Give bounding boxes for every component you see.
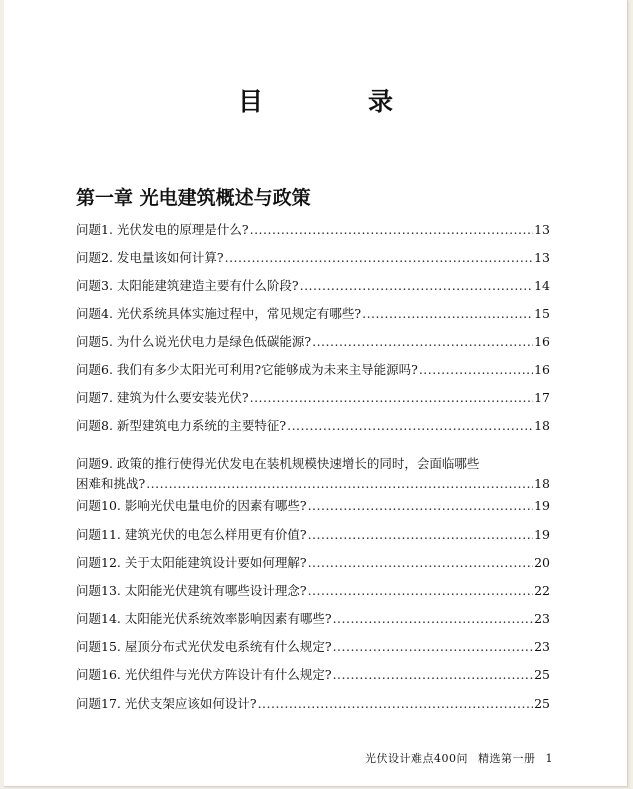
toc-entry-page: 25 <box>534 696 550 711</box>
page-footer <box>359 750 553 766</box>
toc-entry-label: 问题17. 光伏支架应该如何设计? <box>76 696 257 711</box>
toc-entry-page: 23 <box>534 611 550 626</box>
toc-entry-page: 18 <box>534 418 550 433</box>
toc-entry-label: 问题16. 光伏组件与光伏方阵设计有什么规定? <box>76 667 332 682</box>
toc-entry-page: 20 <box>534 555 550 570</box>
toc-entry-label: 问题6. 我们有多少太阳光可利用?它能够成为未来主导能源吗? <box>76 362 418 377</box>
toc-entry-label: 问题3. 太阳能建筑建造主要有什么阶段? <box>76 278 299 293</box>
toc-entry[interactable] <box>76 276 550 296</box>
footer-page-number: 1 <box>545 752 553 765</box>
toc-entry[interactable] <box>76 525 550 545</box>
dot-leader <box>287 416 533 436</box>
dot-leader <box>308 496 534 516</box>
footer-book-title: 光伏设计难点400问 <box>365 752 468 765</box>
toc-entry[interactable] <box>76 454 550 494</box>
toc-entry-label: 问题2. 发电量该如何计算? <box>76 250 224 265</box>
toc-entry[interactable] <box>76 637 550 657</box>
toc-entry[interactable] <box>76 609 550 629</box>
toc-entry-label: 问题4. 光伏系统具体实施过程中，常见规定有哪些? <box>76 306 362 321</box>
dot-leader <box>333 609 534 629</box>
toc-entry[interactable] <box>76 496 550 516</box>
toc-entry-label: 问题13. 太阳能光伏建筑有哪些设计理念? <box>76 583 307 598</box>
dot-leader <box>308 581 534 601</box>
toc-entry-label: 问题14. 太阳能光伏系统效率影响因素有哪些? <box>76 611 332 626</box>
dot-leader <box>308 553 534 573</box>
dot-leader <box>225 248 533 268</box>
dot-leader <box>333 665 534 685</box>
dot-leader <box>333 637 534 657</box>
toc-entry[interactable] <box>76 304 550 324</box>
toc-entry-label: 问题12. 关于太阳能建筑设计要如何理解? <box>76 555 307 570</box>
toc-entry[interactable] <box>76 360 550 380</box>
toc-entry-page: 19 <box>534 498 550 513</box>
document-page <box>4 0 628 787</box>
toc-entry-page: 16 <box>534 362 550 377</box>
toc-entry[interactable] <box>76 665 550 685</box>
toc-entry-page: 15 <box>534 306 550 321</box>
toc-entry-label: 问题7. 建筑为什么要安装光伏? <box>76 390 249 405</box>
toc-entry-label: 困难和挑战? <box>76 476 146 491</box>
footer-volume: 精选第一册 <box>478 752 536 765</box>
toc-entry-page: 13 <box>534 222 550 237</box>
dot-leader <box>312 332 533 352</box>
toc-entry-page: 17 <box>534 390 550 405</box>
toc-entry-page: 25 <box>534 667 550 682</box>
toc-entry[interactable] <box>76 220 550 240</box>
dot-leader <box>308 525 534 545</box>
dot-leader <box>419 360 533 380</box>
toc-entry[interactable] <box>76 416 550 436</box>
dot-leader <box>258 694 534 714</box>
toc-entry[interactable] <box>76 553 550 573</box>
toc-entry[interactable] <box>76 332 550 352</box>
dot-leader <box>146 474 533 494</box>
toc-entry-label: 问题8. 新型建筑电力系统的主要特征? <box>76 418 287 433</box>
chapter-heading: 第一章 光电建筑概述与政策 <box>76 187 311 209</box>
toc-entry-label: 问题15. 屋顶分布式光伏发电系统有什么规定? <box>76 639 332 654</box>
toc-entry-page: 18 <box>534 476 550 491</box>
toc-entry-page: 23 <box>534 639 550 654</box>
toc-entry[interactable] <box>76 581 550 601</box>
toc-entry-page: 13 <box>534 250 550 265</box>
dot-leader <box>300 276 533 296</box>
page-title: 目 录 <box>237 87 433 116</box>
toc-entry-label: 问题11. 建筑光伏的电怎么样用更有价值? <box>76 527 307 542</box>
toc-entry[interactable] <box>76 248 550 268</box>
dot-leader <box>250 220 533 240</box>
toc-entry-label: 问题1. 光伏发电的原理是什么? <box>76 222 249 237</box>
dot-leader <box>362 304 533 324</box>
toc-entry[interactable] <box>76 694 550 714</box>
toc-entry-label: 问题10. 影响光伏电量电价的因素有哪些? <box>76 498 307 513</box>
toc-entry[interactable] <box>76 388 550 408</box>
toc-entry-label-line1: 问题9. 政策的推行使得光伏发电在装机规模快速增长的同时，会面临哪些 <box>76 456 480 471</box>
toc-entry-page: 19 <box>534 527 550 542</box>
toc-entry-page: 22 <box>534 583 550 598</box>
toc-entry-page: 16 <box>534 334 550 349</box>
dot-leader <box>250 388 533 408</box>
toc-entry-label: 问题5. 为什么说光伏电力是绿色低碳能源? <box>76 334 312 349</box>
toc-entry-page: 14 <box>534 278 550 293</box>
